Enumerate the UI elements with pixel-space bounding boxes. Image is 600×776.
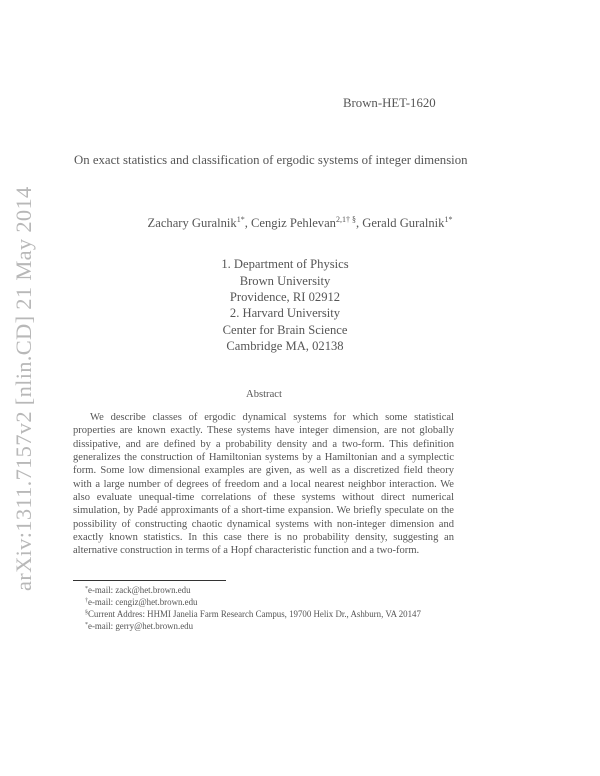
affiliation-2 (190, 305, 380, 355)
author-name: Gerald Guralnik (362, 216, 445, 230)
footnote-mark: § (85, 610, 88, 617)
footnote-divider (73, 580, 226, 581)
affiliation-line: Cambridge MA, 02138 (226, 339, 344, 353)
affiliation-line: 1. Department of Physics (221, 257, 349, 271)
author-marks: 2,1† § (335, 215, 356, 224)
author-separator: , (244, 216, 251, 230)
affiliation-1 (190, 256, 380, 306)
abstract-heading: Abstract (246, 389, 282, 400)
affiliation-line: Brown University (239, 273, 331, 288)
footnote-mark: * (85, 622, 88, 629)
report-number: Brown-HET-1620 (343, 96, 436, 110)
footnote-mark: † (85, 598, 88, 605)
footnote-text: e-mail: gerry@het.brown.edu (88, 621, 194, 632)
author-marks: 1* (444, 215, 453, 224)
arxiv-identifier-stamp: arXiv:1311.7157v2 [nlin.CD] 21 May 2014 (11, 186, 36, 591)
affiliation-line: Providence, RI 02912 (229, 290, 341, 304)
author-list (0, 215, 600, 231)
footnote-text: e-mail: zack@het.brown.edu (88, 585, 191, 595)
footnotes (73, 584, 463, 632)
abstract-text: We describe classes of ergodic dynamical systems for which some statistical properties are known exactly. These systems have integer dimension, are not globally dissipative, and are defined by a probability density and a two-form. This definition generalizes the construction of Hamiltonian systems by a Hamiltonian and a symplectic form. Some low dimensional examples are given, as well as a discretized field theory with a large number of degrees of freedom and a local nearest neighbor interaction. We also evaluate unequal-time correlations of these systems without direct numerical simulation, by Padé approximants of a short-time expansion. We briefly speculate on the possibility of constructing chaotic dynamical systems with non-integer dimension and exactly known statistics. In this case there is no probability density, suggesting an alternative construction in terms of a Hopf characteristic function and a two-form. (73, 412, 454, 557)
footnote (73, 608, 463, 620)
author-marks: 1* (236, 215, 245, 224)
footnote (73, 584, 463, 596)
footnote-text: Current Addres: HHMI Janelia Farm Research Campus, 19700 Helix Dr., Ashburn, VA 20147 (88, 609, 421, 620)
footnote (73, 620, 463, 632)
author-name: Zachary Guralnik (147, 216, 237, 230)
footnote-text: e-mail: cengiz@het.brown.edu (88, 597, 198, 608)
affiliation-line: Center for Brain Science (222, 322, 348, 337)
affiliation-line: 2. Harvard University (229, 306, 341, 320)
paper-title: On exact statistics and classification of ergodic systems of integer dimension (74, 153, 468, 167)
author-name: Cengiz Pehlevan (251, 216, 336, 230)
author-separator: , (355, 216, 363, 230)
footnote-mark: * (85, 586, 88, 592)
footnote (73, 596, 463, 608)
